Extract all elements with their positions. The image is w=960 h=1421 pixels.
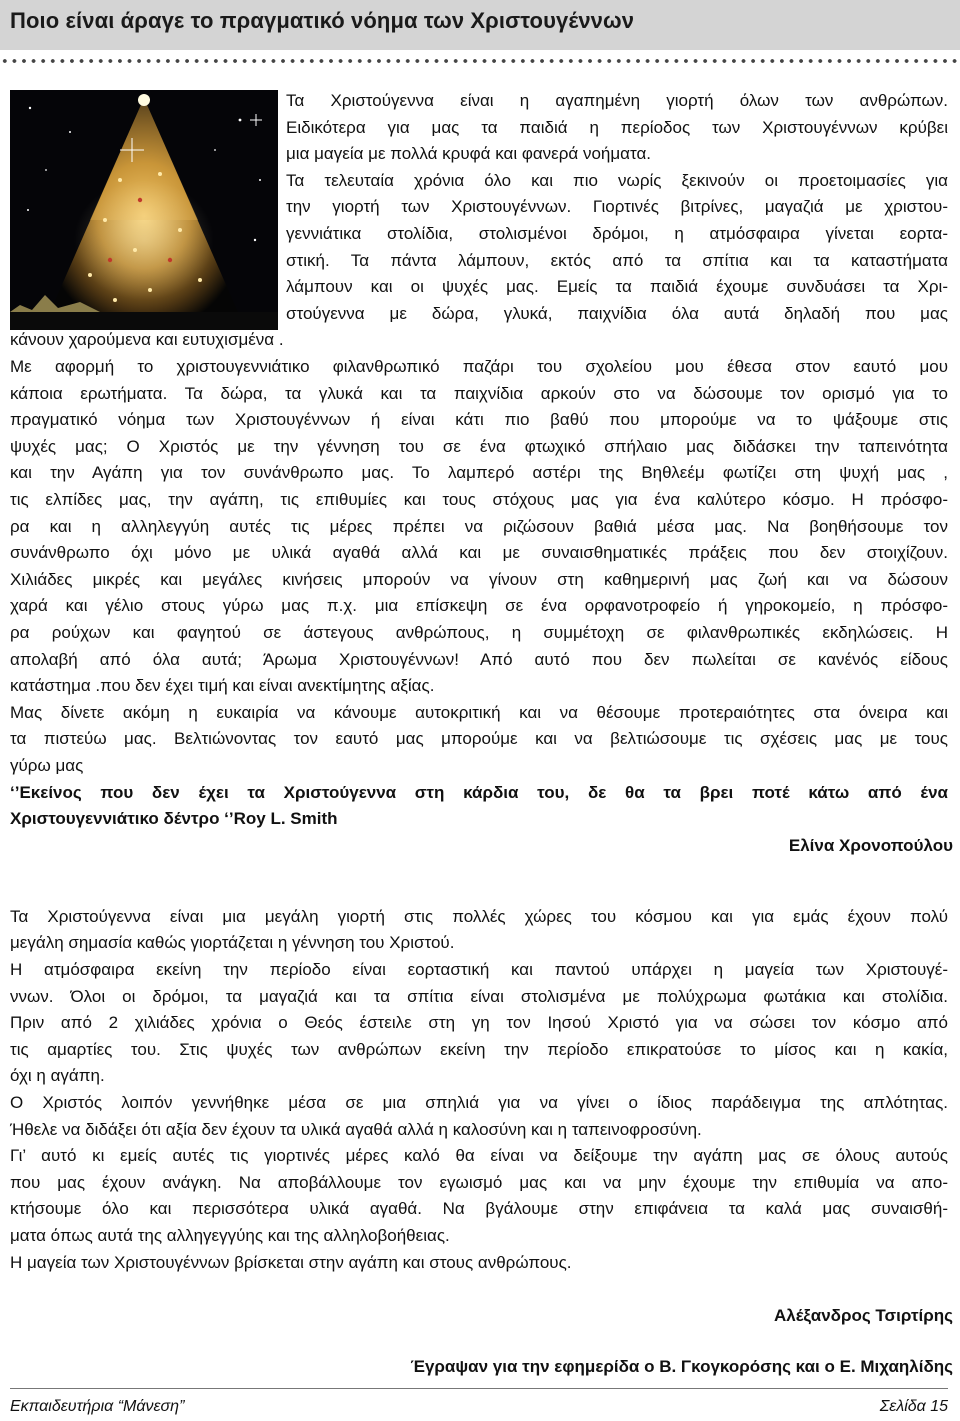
quote-attribution: Χριστουγεννιάτικο δέντρο ‘’Roy L. Smith xyxy=(10,809,338,829)
article-1-line: ρα ρούχων και φαγητού σε άστεγους ανθρώπους, η συμμέτοχη σε φιλανθρωπικές εκδηλώσεις. Η xyxy=(10,623,948,642)
article-1-line: Χιλιάδες μικρές και μεγάλες κινήσεις μπορούν να γίνουν στη καθημερινή μας ζωή και να δώσουν xyxy=(10,569,948,589)
article-1-line: γεννιάτικα στολίδια, στολισμένοι δρόμοι, η ατμόσφαιρα γίνεται εορτα- xyxy=(286,224,948,243)
article-1-line: κατάστημα .που δεν έχει τιμή και είναι ανεκτίμητης αξίας. xyxy=(10,676,435,696)
article-2-line: Ήθελε να διδάξει ότι αξία δεν έχουν τα υλικά αγαθά αλλά η καλοσύνη και η ταπεινοφροσύνη. xyxy=(10,1119,702,1139)
article-1-line: τις ελπίδες μας, την αγάπη, τις επιθυμίες και τους στόχους μας για ένα καλύτερο κόσμο. Η πρόσφο- xyxy=(10,490,948,509)
article-1-author: Ελίνα Χρονοπούλου xyxy=(788,836,953,855)
article-1-line: στούγεννα με δώρα, γλυκά, παιχνίδια όλα αυτά δηλαδή που μας xyxy=(286,303,948,323)
article-1-line: κάποια ερωτήματα. Τα δώρα, τα γλυκά και τα παιχνίδια αρκούν στο να δώσουμε τον ορισμό για το xyxy=(10,383,948,403)
title-banner xyxy=(0,0,960,50)
article-2-line: Γι’ αυτό κι εμείς αυτές τις γιορτινές μέρες καλό θα είναι να δείξουμε την αγάπη μας σε όλους αυτούς xyxy=(10,1146,948,1166)
article-1-line: απολαβή από όλα αυτά; Άρωμα Χριστουγέννων! Από αυτό που δεν πωλείται σε κανένός είδους xyxy=(10,649,948,669)
article-1-line: Τα Χριστούγεννα είναι η αγαπημένη γιορτή όλων των ανθρώπων. xyxy=(286,91,948,110)
byline: Έγραψαν για την εφημερίδα ο Β. Γκογκορόσης και ο Ε. Μιχαηλίδης xyxy=(410,1357,953,1376)
article-1-line: συνάνθρωπο όχι μόνο με υλικά αγαθά αλλά και με συναισθηματικές πράξεις που δεν στοιχίζουν. xyxy=(10,543,948,563)
article-2-line: Πριν από 2 χιλιάδες χρόνια ο Θεός έστειλε στη γη τον Ιησού Χριστό για να σώσει τον κόσμο από xyxy=(10,1013,948,1033)
footer-divider xyxy=(10,1388,948,1389)
article-1-line: στική. Τα πάντα λάμπουν, εκτός από τα σπίτια και τα καταστήματα xyxy=(286,250,948,270)
article-2-line: που μας έχουν ανάγκη. Να αποβάλλουμε τον εγωισμό μας και να μην έχουμε την επιθυμία να απο- xyxy=(10,1172,948,1192)
article-2-line: Ο Χριστός λοιπόν γεννήθηκε μέσα σε μια σπηλιά για να γίνει ο ίδιος παράδειγμα της απλότητας. xyxy=(10,1093,948,1112)
article-1-line: γύρω μας xyxy=(10,756,84,775)
article-1-line: την γιορτή των Χριστουγέννων. Γιορτινές βιτρίνες, μαγαζιά με χριστου- xyxy=(286,197,948,217)
article-1-line: χαρά και γέλιο στους γύρω μας π.χ. μια επίσκεψη σε ένα ορφανοτροφείο ή γηροκομείο, η πρόσφο- xyxy=(10,596,948,616)
article-1-line: κάνουν χαρούμενα και ευτυχισμένα . xyxy=(10,330,284,350)
footer-school-name: Εκπαιδευτήρια “Μάνεση” xyxy=(10,1398,185,1415)
article-1-line: λάμπουν και οι ψυχές μας. Εμείς τα παιδιά έχουμε συνδυάσει τα Χρι- xyxy=(286,277,948,297)
article-1-line: μια μαγεία με πολλά κρυφά και φανερά νοήματα. xyxy=(286,144,652,164)
article-1-line: πραγματικό νόημα των Χριστουγέννων ή είναι κάτι πιο βαθύ που μπορούμε να το ψάξουμε στις xyxy=(10,410,948,430)
article-2-line: τις αμαρτίες του. Στις ψυχές των ανθρώπων εκείνη την περίοδο επικρατούσε το μίσος και η κακία, xyxy=(10,1039,948,1059)
article-1-line: και την Αγάπη για τον συνάνθρωπο μας. Το λαμπερό αστέρι της Βηθλεέμ φωτίζει στη ψυχή μας , xyxy=(10,463,948,483)
article-1-line: ρα και η αλληλεγγύη αυτές τις μέρες πρέπει να ριζώσουν βαθιά μέσα μας. Να βοηθήσουμε τον xyxy=(10,516,948,536)
article-1-line: Τα τελευταία χρόνια όλο και πιο νωρίς ξεκινούν οι προετοιμασίες για xyxy=(286,170,948,190)
article-2-line: ννων. Όλοι οι δρόμοι, τα μαγαζιά και τα σπίτια είναι στολισμένα με πολύχρωμα φωτάκια και στολίδια. xyxy=(10,986,948,1006)
article-2-line: κτήσουμε όλο και περισσότερα υλικά αγαθά. Να βγάλουμε στην επιφάνεια τα καλά μας συναισθή- xyxy=(10,1199,948,1219)
article-1-line: Μας δίνετε ακόμη η ευκαιρία να κάνουμε αυτοκριτική και να θέσουμε προτεραιότητες στα όνειρα και xyxy=(10,702,948,722)
christmas-tree-photo xyxy=(10,90,278,330)
article-2-author: Αλέξανδρος Τσιρτίρης xyxy=(773,1306,953,1325)
article-2-line: ματα όπως αυτά της αλληγεγγύης και της αλληλοβοήθειας. xyxy=(10,1226,450,1245)
footer-page-number: Σελίδα 15 xyxy=(879,1398,948,1415)
article-1-line: Με αφορμή το χριστουγεννιάτικο φιλανθρωπικό παζάρι του σχολείου μου έθεσα στον εαυτό μου xyxy=(10,357,948,376)
article-2-line: Η ατμόσφαιρα εκείνη την περίοδο είναι εορταστική και παντού υπάρχει η μαγεία των Χριστουγέ- xyxy=(10,960,948,979)
dotted-divider xyxy=(0,56,960,66)
article-2-line: Τα Χριστούγεννα είναι μια μεγάλη γιορτή στις πολλές χώρες του κόσμου και για εμάς έχουν πολύ xyxy=(10,906,948,926)
article-1-line: τα πιστεύω μας. Βελτιώνοντας τον εαυτό μας μπορούμε και να βελτιώσουμε τις σχέσεις μας με τους xyxy=(10,729,948,749)
article-1-line: Ειδικότερα για μας τα παιδιά η περίοδος των Χριστουγέννων κρύβει xyxy=(286,117,948,137)
article-2-line: όχι η αγάπη. xyxy=(10,1066,105,1086)
page-footer xyxy=(10,1392,948,1418)
article-1-line: ψυχές μας; Ο Χριστός με την γέννηση του σε ένα φτωχικό σπήλαιο μας διδάσκει την ταπεινότητα xyxy=(10,436,948,456)
article-2-line: μεγάλη σημασία καθώς γιορτάζεται η γέννηση του Χριστού. xyxy=(10,933,455,953)
quote-line: ‘’Εκείνος που δεν έχει τα Χριστούγεννα στη κάρδια του, δε θα τα βρει ποτέ κάτω από ένα xyxy=(10,782,948,802)
page-title: Ποιο είναι άραγε το πραγματικό νόημα των Χριστουγέννων xyxy=(10,8,635,33)
article-2-line: Η μαγεία των Χριστουγέννων βρίσκεται στην αγάπη και στους ανθρώπους. xyxy=(10,1252,572,1272)
